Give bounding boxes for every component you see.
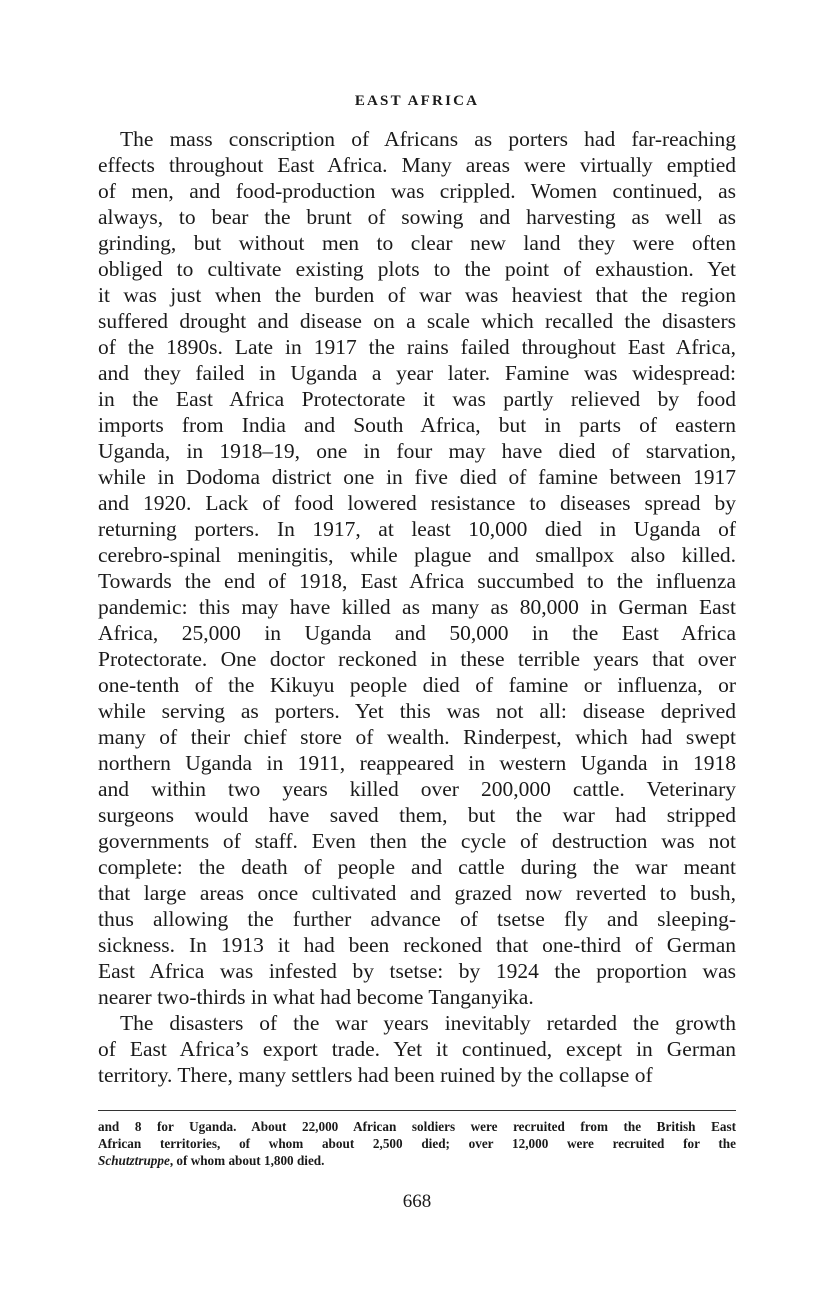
footnote [98,1118,736,1169]
text-line: one-tenth of the Kikuyu people died of famine or influenza, or [98,673,736,697]
text-line: Uganda, in 1918–19, one in four may have died of starvation, [98,439,736,463]
paragraph-2 [98,1010,736,1088]
text-line: and 1920. Lack of food lowered resistance to diseases spread by [98,491,736,515]
text-line: Protectorate. One doctor reckoned in these terrible years that over [98,647,736,671]
text-line: sickness. In 1913 it had been reckoned that one-third of German [98,933,736,957]
text-line: The disasters of the war years inevitably retarded the growth [120,1011,736,1035]
paragraph-1 [98,126,736,1010]
text-line: imports from India and South Africa, but in parts of eastern [98,413,736,437]
book-page [98,0,736,1300]
text-line: The mass conscription of Africans as porters had far-reaching [120,127,736,151]
text-line: while in Dodoma district one in five died of famine between 1917 [98,465,736,489]
footnote-rule [98,1110,736,1111]
text-line: complete: the death of people and cattle during the war meant [98,855,736,879]
footnote-line [98,1152,736,1169]
page-number: 668 [402,1191,432,1212]
text-line: it was just when the burden of war was heaviest that the region [98,283,736,307]
text-line: grinding, but without men to clear new land they were often [98,231,736,255]
text-line: pandemic: this may have killed as many as 80,000 in German East [98,595,736,619]
footnote-line: African territories, of whom about 2,500 died; over 12,000 were recruited for the [98,1136,736,1151]
text-line: northern Uganda in 1911, reappeared in western Uganda in 1918 [98,751,736,775]
text-line: East Africa was infested by tsetse: by 1924 the proportion was [98,959,736,983]
footnote-line: and 8 for Uganda. About 22,000 African soldiers were recruited from the British East [98,1119,736,1134]
text-line: of men, and food-production was crippled. Women continued, as [98,179,736,203]
running-head: EAST AFRICA [354,93,480,109]
text-line: many of their chief store of wealth. Rinderpest, which had swept [98,725,736,749]
text-line: Towards the end of 1918, East Africa succumbed to the influenza [98,569,736,593]
footnote-italic-term: Schutztruppe [98,1153,170,1168]
text-line: territory. There, many settlers had been ruined by the collapse of [98,1063,653,1087]
text-line: governments of staff. Even then the cycle of destruction was not [98,829,736,853]
text-line: returning porters. In 1917, at least 10,000 died in Uganda of [98,517,736,541]
body-text [98,126,736,1088]
text-line: always, to bear the brunt of sowing and harvesting as well as [98,205,736,229]
text-line: effects throughout East Africa. Many areas were virtually emptied [98,153,736,177]
text-line: in the East Africa Protectorate it was partly relieved by food [98,387,736,411]
text-line: of East Africa’s export trade. Yet it continued, except in German [98,1037,736,1061]
text-line: that large areas once cultivated and grazed now reverted to bush, [98,881,736,905]
text-line: of the 1890s. Late in 1917 the rains failed throughout East Africa, [98,335,736,359]
text-line: obliged to cultivate existing plots to the point of exhaustion. Yet [98,257,736,281]
text-line: suffered drought and disease on a scale which recalled the disasters [98,309,736,333]
text-line: surgeons would have saved them, but the war had stripped [98,803,736,827]
footnote-line-rest: , of whom about 1,800 died. [169,1153,325,1168]
text-line: and they failed in Uganda a year later. Famine was widespread: [98,361,736,385]
text-line: and within two years killed over 200,000 cattle. Veterinary [98,777,736,801]
text-line: Africa, 25,000 in Uganda and 50,000 in the East Africa [98,621,736,645]
text-line: nearer two-thirds in what had become Tanganyika. [98,985,534,1009]
text-line: cerebro-spinal meningitis, while plague and smallpox also killed. [98,543,736,567]
text-line: while serving as porters. Yet this was not all: disease deprived [98,699,736,723]
text-line: thus allowing the further advance of tsetse fly and sleeping- [98,907,736,931]
